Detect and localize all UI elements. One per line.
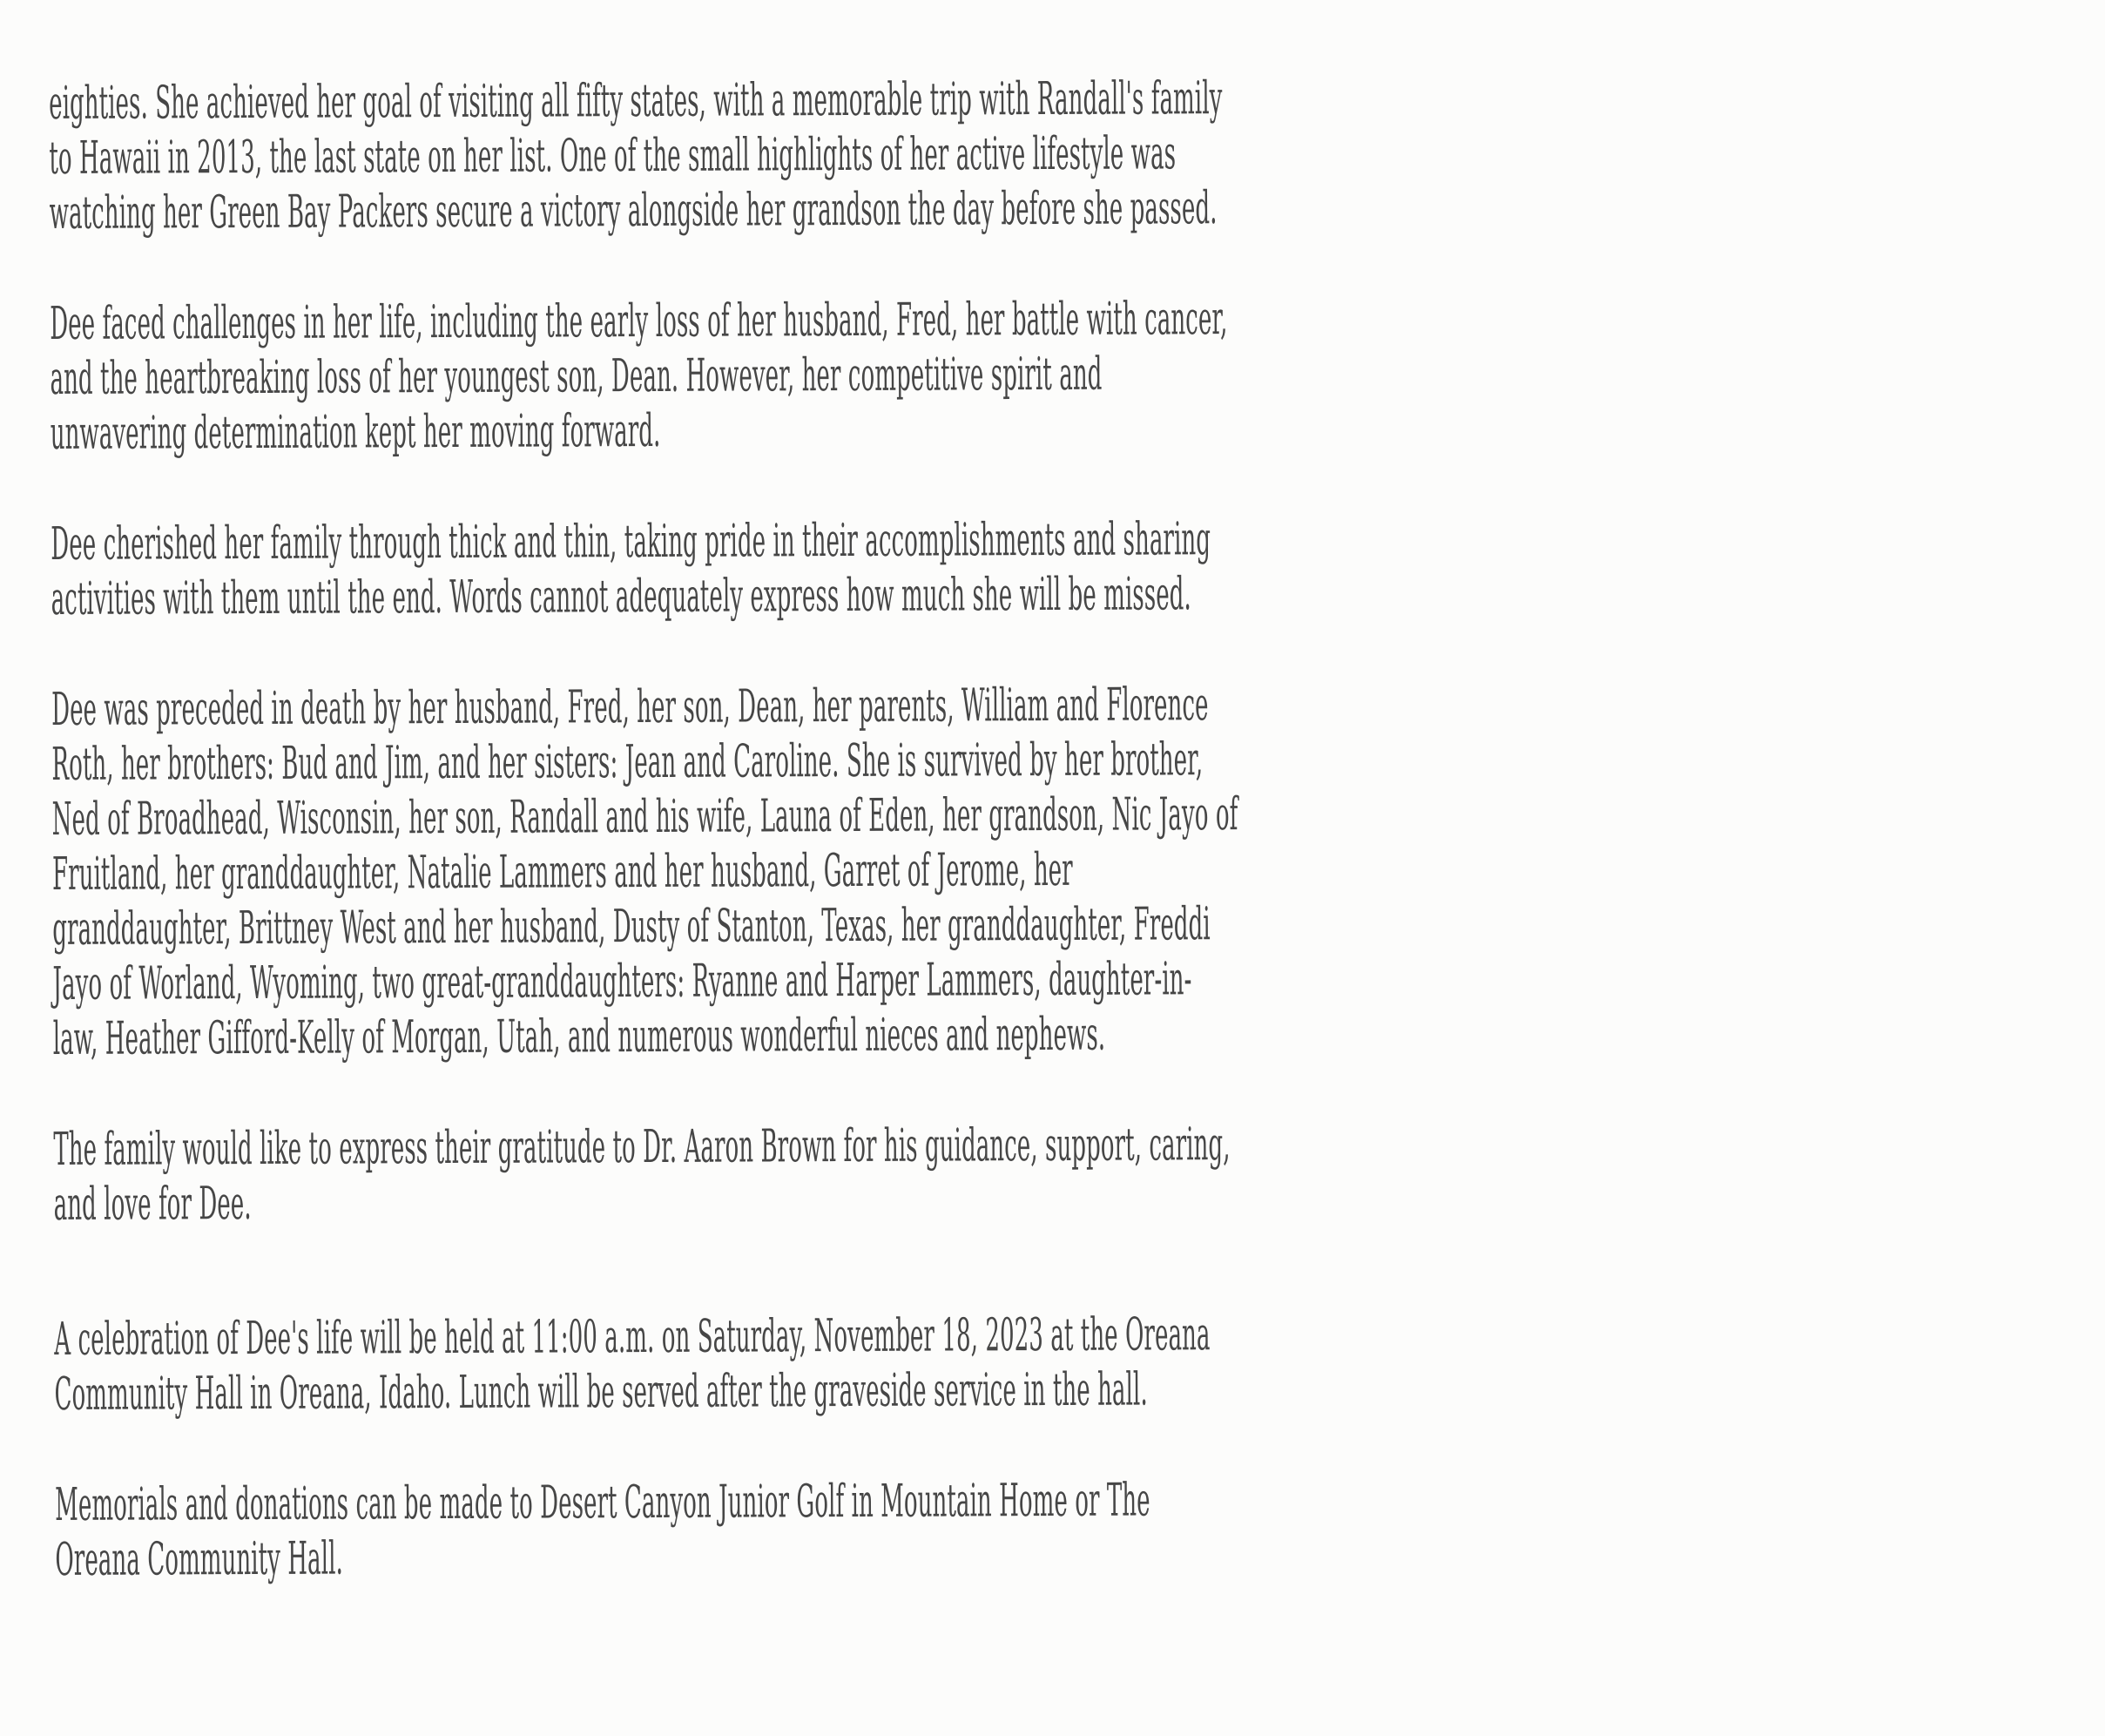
paragraph-family-cherished: Dee cherished her family through thick and thin, taking pride in their accomplishments and sharing activities with them until the end. Words cannot adequately express how much she will be missed. [51,513,1211,625]
paragraph-preceded-survived: Dee was preceded in death by her husband, Fred, her son, Dean, her parents, William and Florence Roth, her brothers: Bud and Jim, and her sisters: Jean and Caroline. She is survived by her brother, Ned of Broadhead, Wisconsin, her son, Randall and his wife, Launa of Eden, her grandson, Nic Jayo of Fruitland, her granddaughter, Natalie Lammers and her husband, Garret of Jerome, her granddaughter, Brittney West and her husband, Dusty of Stanton, Texas, her granddaughter, Freddi Jayo of Worland, Wyoming, two great-granddaughters: Ryanne and Harper Lammers, daughter-in- law, Heather Gifford-Kelly of Morgan, Utah, and numerous wonderful nieces and nephews. [51,679,1238,1065]
paragraph-celebration-of-life: A celebration of Dee's life will be held at 11:00 a.m. on Saturday, November 18, 2023 at the Oreana Community Hall in Oreana, Idaho. Lunch will be served after the graveside service in the hall. [54,1308,1211,1421]
paragraph-achievements: eighties. She achieved her goal of visiting all fifty states, with a memorable trip with Randall's family to Hawaii in 2013, the last state on her list. One of the small highlights of her active lifestyle was watching her Green Bay Packers secure a victory alongside her grandson the day before she passed. [49,72,1223,240]
paragraph-gratitude: The family would like to express their gratitude to Dr. Aaron Brown for his guidance, support, caring, and love for Dee. [53,1118,1231,1231]
obituary-text-column [49,71,1362,1588]
paragraph-memorials: Memorials and donations can be made to Desert Canyon Junior Golf in Mountain Home or The Oreana Community Hall. [55,1474,1150,1586]
paragraph-challenges: Dee faced challenges in her life, including the early loss of her husband, Fred, her battle with cancer, and the heartbreaking loss of her youngest son, Dean. However, her competitive spirit and unwavering determination kept her moving forward. [50,293,1228,460]
